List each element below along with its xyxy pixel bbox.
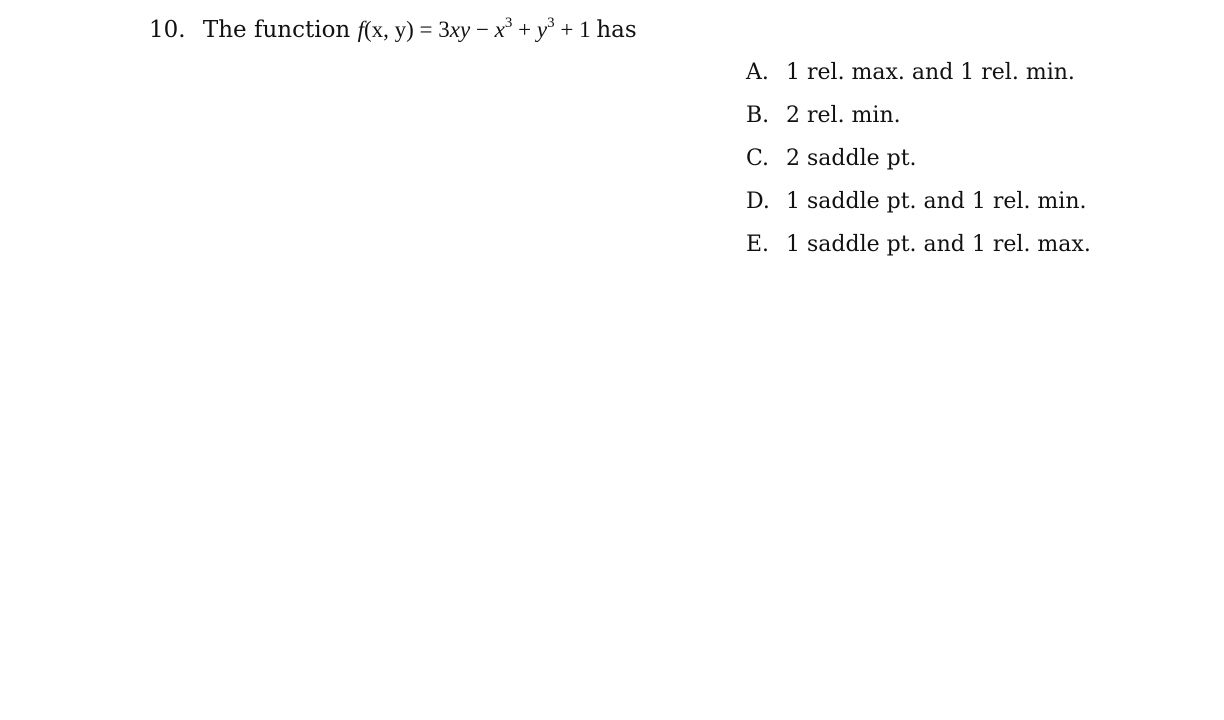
question-prefix: The function	[202, 17, 351, 43]
choice-text: 1 rel. max. and 1 rel. min.	[786, 60, 1075, 85]
choice-letter: C.	[746, 146, 770, 171]
term3-base: y	[536, 17, 548, 42]
choice-text: 1 saddle pt. and 1 rel. max.	[786, 232, 1091, 257]
minus-sign: −	[475, 17, 489, 42]
choice-a[interactable]	[746, 57, 1091, 100]
choice-letter: B.	[746, 103, 770, 128]
choice-letter: E.	[746, 232, 770, 257]
choice-e[interactable]	[746, 229, 1091, 272]
choice-d[interactable]	[746, 186, 1091, 229]
term2-base: x	[494, 17, 505, 42]
question-stem	[149, 14, 637, 46]
constant-term: 1	[579, 17, 591, 42]
term3-exponent: 3	[547, 15, 555, 32]
plus-sign-1: +	[518, 17, 532, 42]
choice-text: 1 saddle pt. and 1 rel. min.	[786, 189, 1087, 214]
choice-b[interactable]	[746, 100, 1091, 143]
term2-exponent: 3	[504, 15, 513, 32]
term1-vars: xy	[449, 17, 471, 42]
equals-sign: =	[419, 17, 433, 42]
function-name: f	[357, 17, 364, 42]
plus-sign-2: +	[560, 17, 574, 42]
question-suffix: has	[596, 17, 637, 43]
choice-c[interactable]	[746, 143, 1091, 186]
choice-letter: D.	[746, 189, 770, 214]
question-number: 10.	[149, 17, 186, 43]
choice-text: 2 rel. min.	[786, 103, 901, 128]
term1-coef: 3	[438, 17, 450, 42]
answer-choices	[746, 57, 1091, 272]
function-args: (x, y)	[363, 17, 414, 42]
function-expression	[358, 17, 597, 42]
choice-text: 2 saddle pt.	[786, 146, 917, 171]
choice-letter: A.	[746, 60, 769, 85]
